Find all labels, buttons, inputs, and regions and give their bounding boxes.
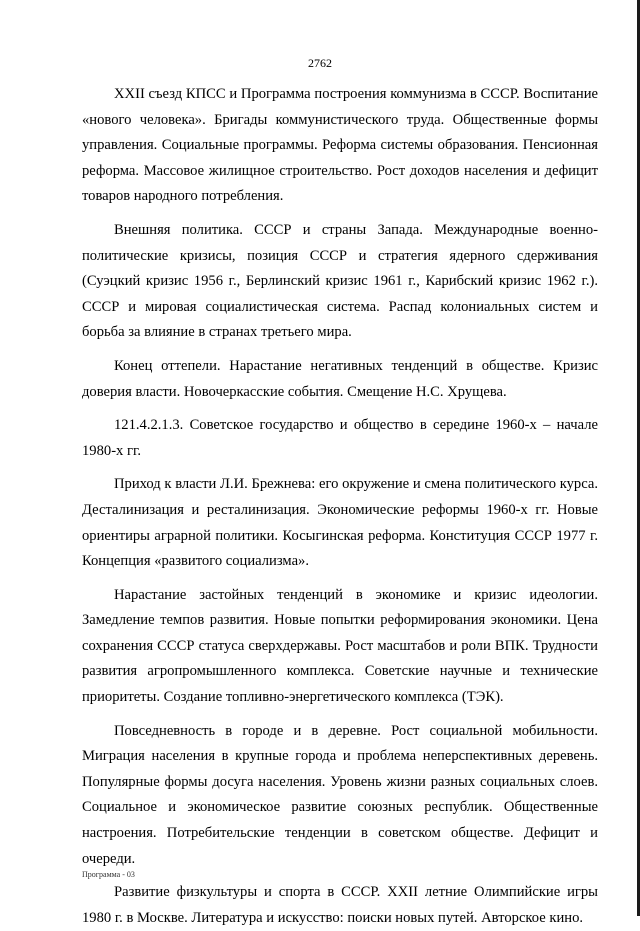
paragraph-xxii-congress: XXII съезд КПСС и Программа построения коммунизма в СССР. Воспитание «нового человека». Бригады коммунистического труда. Общественные формы управления. Социальные программы. Реформа системы образования. Пенсионная реформа. Массовое жилищное строительство. Рост доходов населения и дефицит товаров народного потребления. bbox=[82, 86, 598, 205]
page-number: 2762 bbox=[308, 56, 332, 70]
paragraph-foreign-policy: Внешняя политика. СССР и страны Запада. Международные военно-политические кризисы, позиция СССР и стратегия ядерного сдерживания (Суэцкий кризис 1956 г., Берлинский кризис 1961 г., Карибский кризис 1962 г.). СССР и мировая социалистическая система. Распад колониальных систем и борьба за влияние в странах третьего мира. bbox=[82, 221, 598, 341]
paragraph-stagnation: Нарастание застойных тенденций в экономике и кризис идеологии. Замедление темпов развития. Новые попытки реформирования экономики. Цена сохранения СССР статуса сверхдержавы. Рост масштабов и роли ВПК. Трудности развития агропромышленного комплекса. Советские научные и технические приоритеты. Создание топливно-энергетического комплекса (ТЭК). bbox=[82, 586, 598, 706]
section-heading-121-4-2-1-3: 121.4.2.1.3. Советское государство и общество в середине 1960-х – начале 1980-х гг. bbox=[82, 417, 598, 459]
paragraph-everyday-life: Повседневность в городе и в деревне. Рост социальной мобильности. Миграция населения в крупные города и проблема неперспективных деревень. Популярные формы досуга населения. Уровень жизни разных социальных слоев. Социальное и экономическое развитие союзных республик. Общественные настроения. Потребительские тенденции в советском обществе. Дефицит и очереди. bbox=[82, 722, 598, 867]
paragraph-brezhnev: Приход к власти Л.И. Брежнева: его окружение и смена политического курса. Десталинизация и ресталинизация. Экономические реформы 1960-х гг. Новые ориентиры аграрной политики. Косыгинская реформа. Конституция СССР 1977 г. Концепция «развитого социализма». bbox=[82, 476, 598, 570]
paragraph-sport-culture: Развитие физкультуры и спорта в СССР. XXII летние Олимпийские игры 1980 г. в Москве. Литература и искусство: поиски новых путей. Авторское кино. bbox=[82, 884, 598, 926]
paragraph-end-of-thaw: Конец оттепели. Нарастание негативных тенденций в обществе. Кризис доверия власти. Новочеркасские события. Смещение Н.С. Хрущева. bbox=[82, 357, 598, 400]
document-body bbox=[82, 82, 598, 931]
page-footer: Программа - 03 bbox=[82, 870, 135, 879]
